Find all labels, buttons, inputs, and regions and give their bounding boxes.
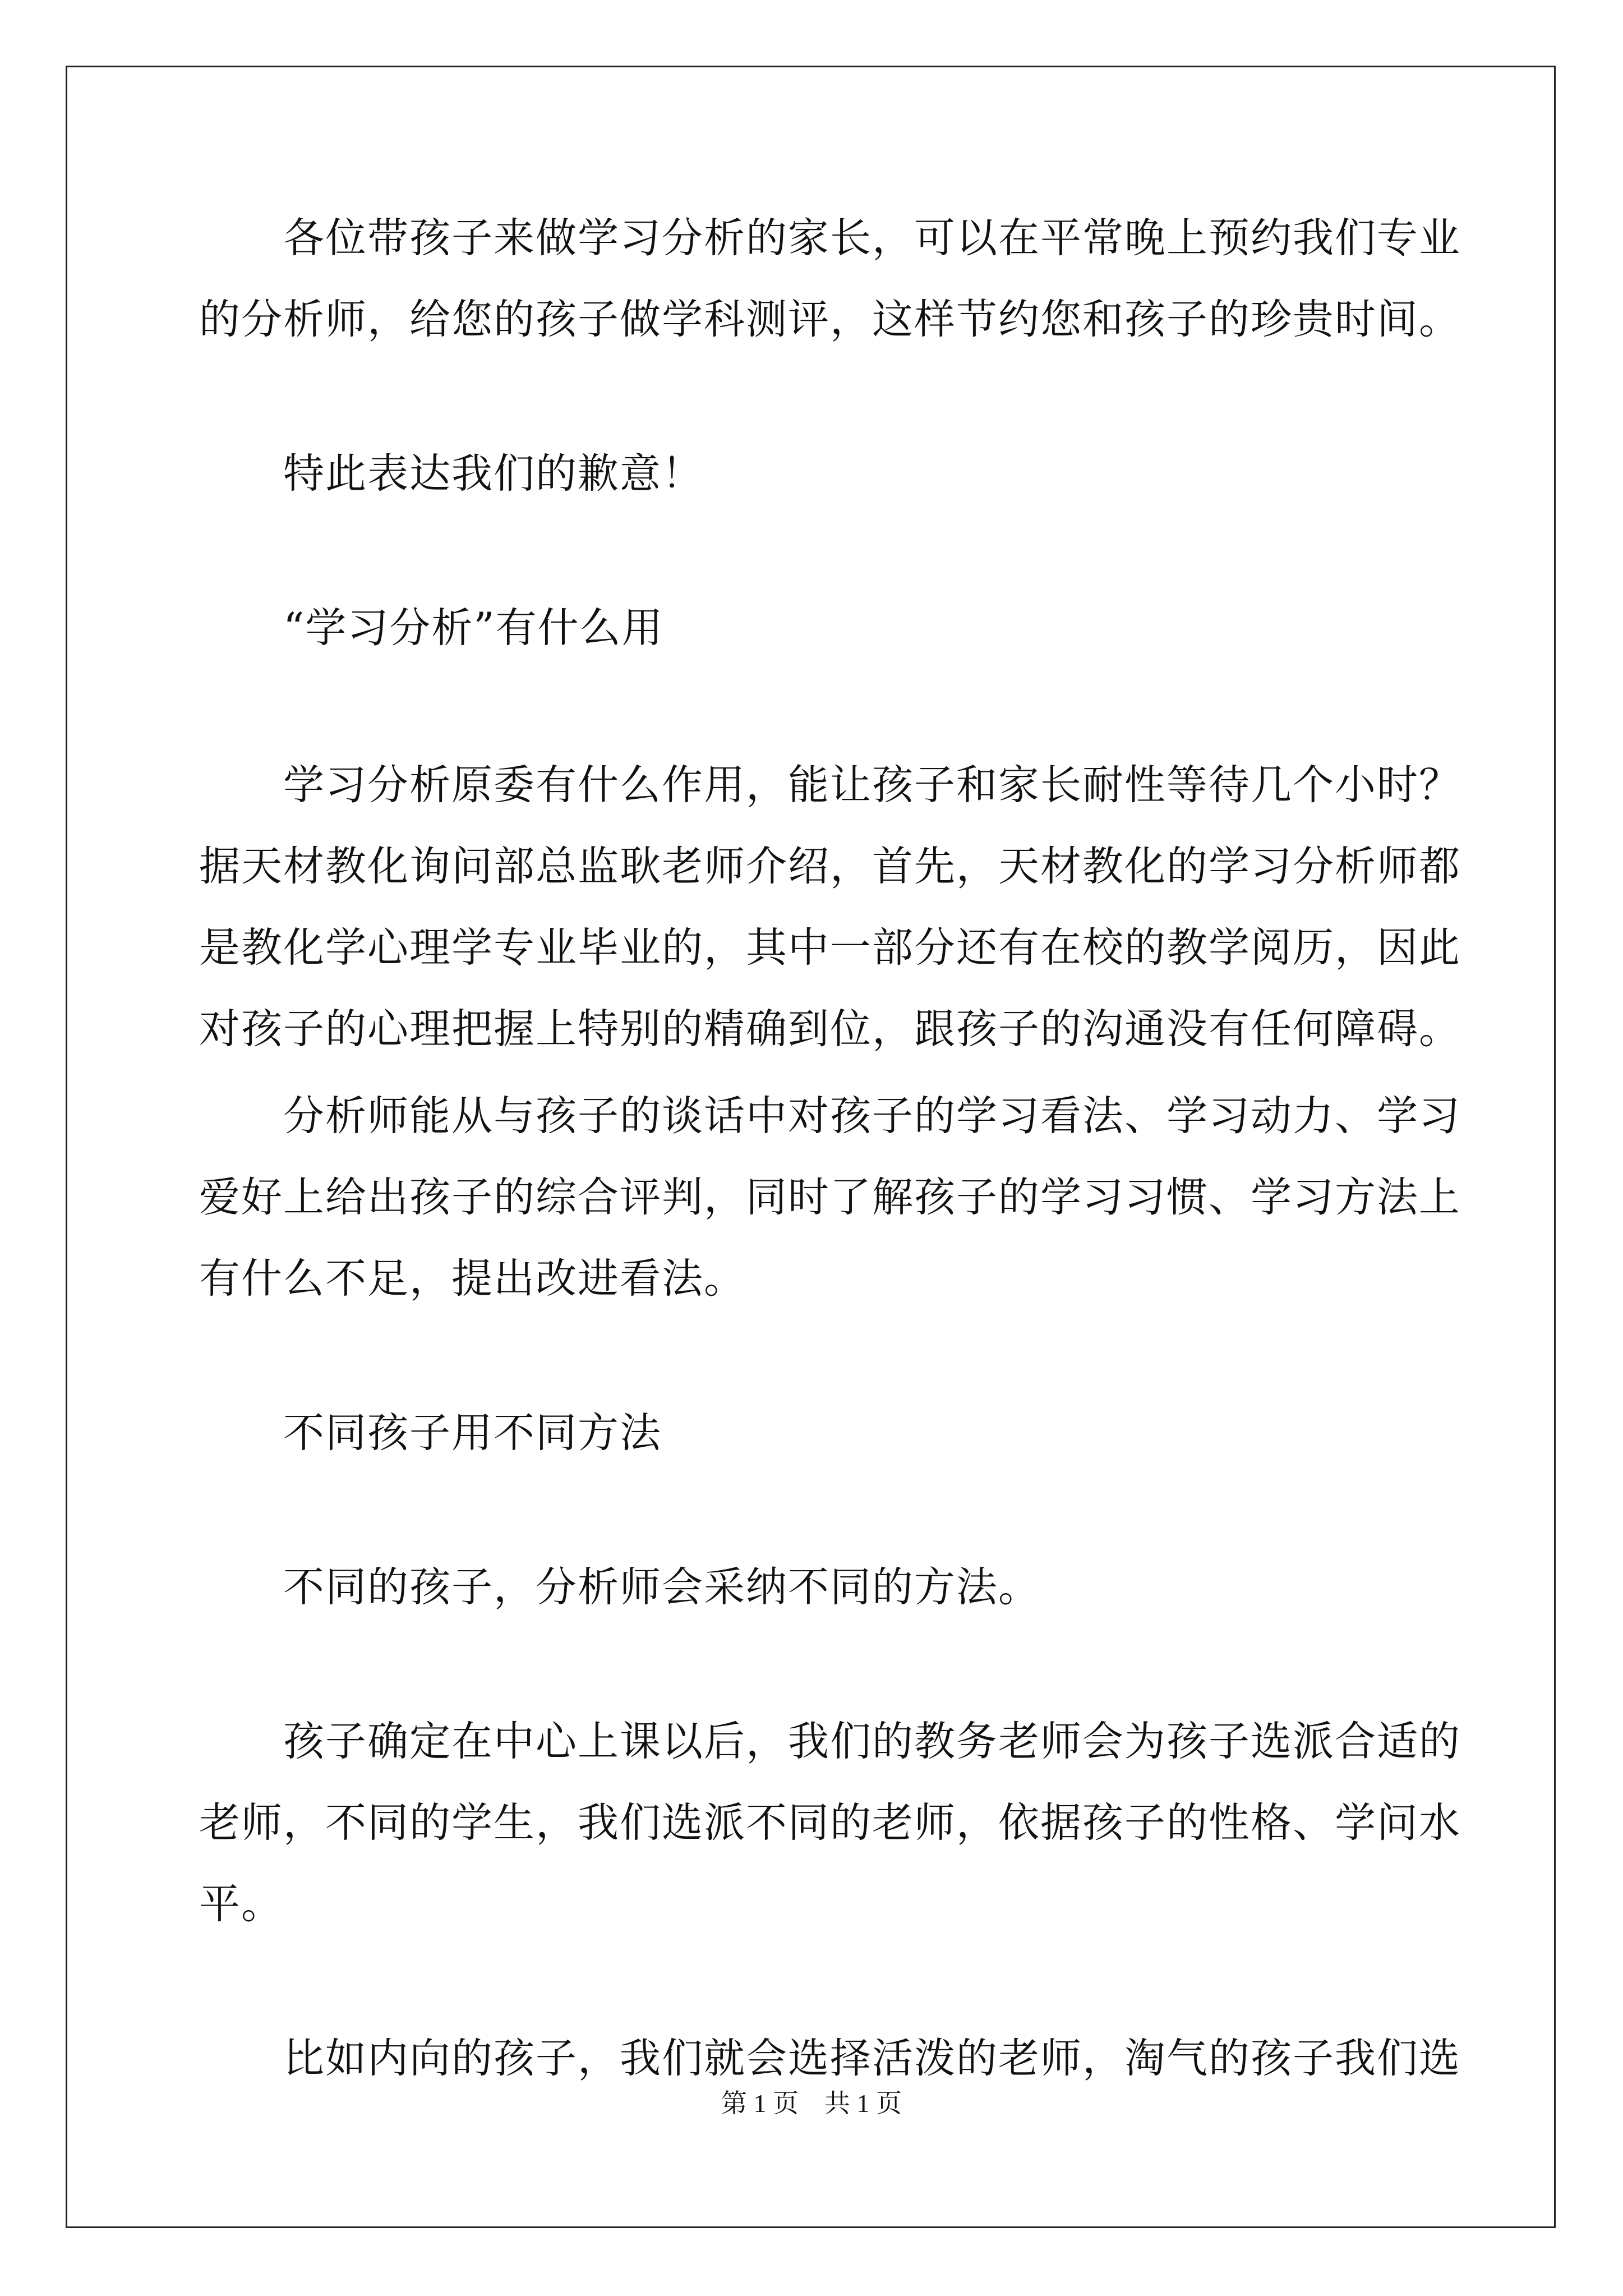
text-line: 学习分析原委有什么作用，能让孩子和家长耐性等待几个小时？: [283, 761, 1461, 809]
text-line: 孩子确定在中心上课以后，我们的教务老师会为孩子选派合适的: [283, 1718, 1461, 1765]
page-border: [66, 66, 1556, 2228]
text-line: 各位带孩子来做学习分析的家长，可以在平常晚上预约我们专业: [283, 214, 1461, 262]
text-line: 平。: [199, 1880, 283, 1928]
text-line: 是教化学心理学专业毕业的，其中一部分还有在校的教学阅历，因此: [199, 924, 1461, 972]
text-line: 特此表达我们的歉意！: [283, 450, 704, 498]
text-line: 老师，不同的学生，我们选派不同的老师，依据孩子的性格、学问水: [199, 1799, 1461, 1847]
text-line: 不同的孩子，分析师会采纳不同的方法。: [283, 1563, 1040, 1611]
text-line: 爱好上给出孩子的综合评判，同时了解孩子的学习习惯、学习方法上: [199, 1174, 1461, 1221]
section-heading: “学习分析”有什么用: [283, 604, 664, 652]
text-line: 对孩子的心理把握上特别的精确到位，跟孩子的沟通没有任何障碍。: [199, 1005, 1461, 1053]
text-line: 有什么不足，提出改进看法。: [199, 1255, 746, 1303]
page-number-footer: 第 1 页 共 1 页: [721, 2089, 902, 2118]
text-line: 据天材教化询问部总监耿老师介绍，首先，天材教化的学习分析师都: [199, 843, 1461, 890]
text-line: 分析师能从与孩子的谈话中对孩子的学习看法、学习动力、学习: [283, 1092, 1461, 1140]
section-heading: 不同孩子用不同方法: [283, 1409, 662, 1457]
text-line: 比如内向的孩子，我们就会选择活泼的老师，淘气的孩子我们选: [283, 2035, 1461, 2082]
text-line: 的分析师，给您的孩子做学科测评，这样节约您和孩子的珍贵时间。: [199, 296, 1461, 343]
